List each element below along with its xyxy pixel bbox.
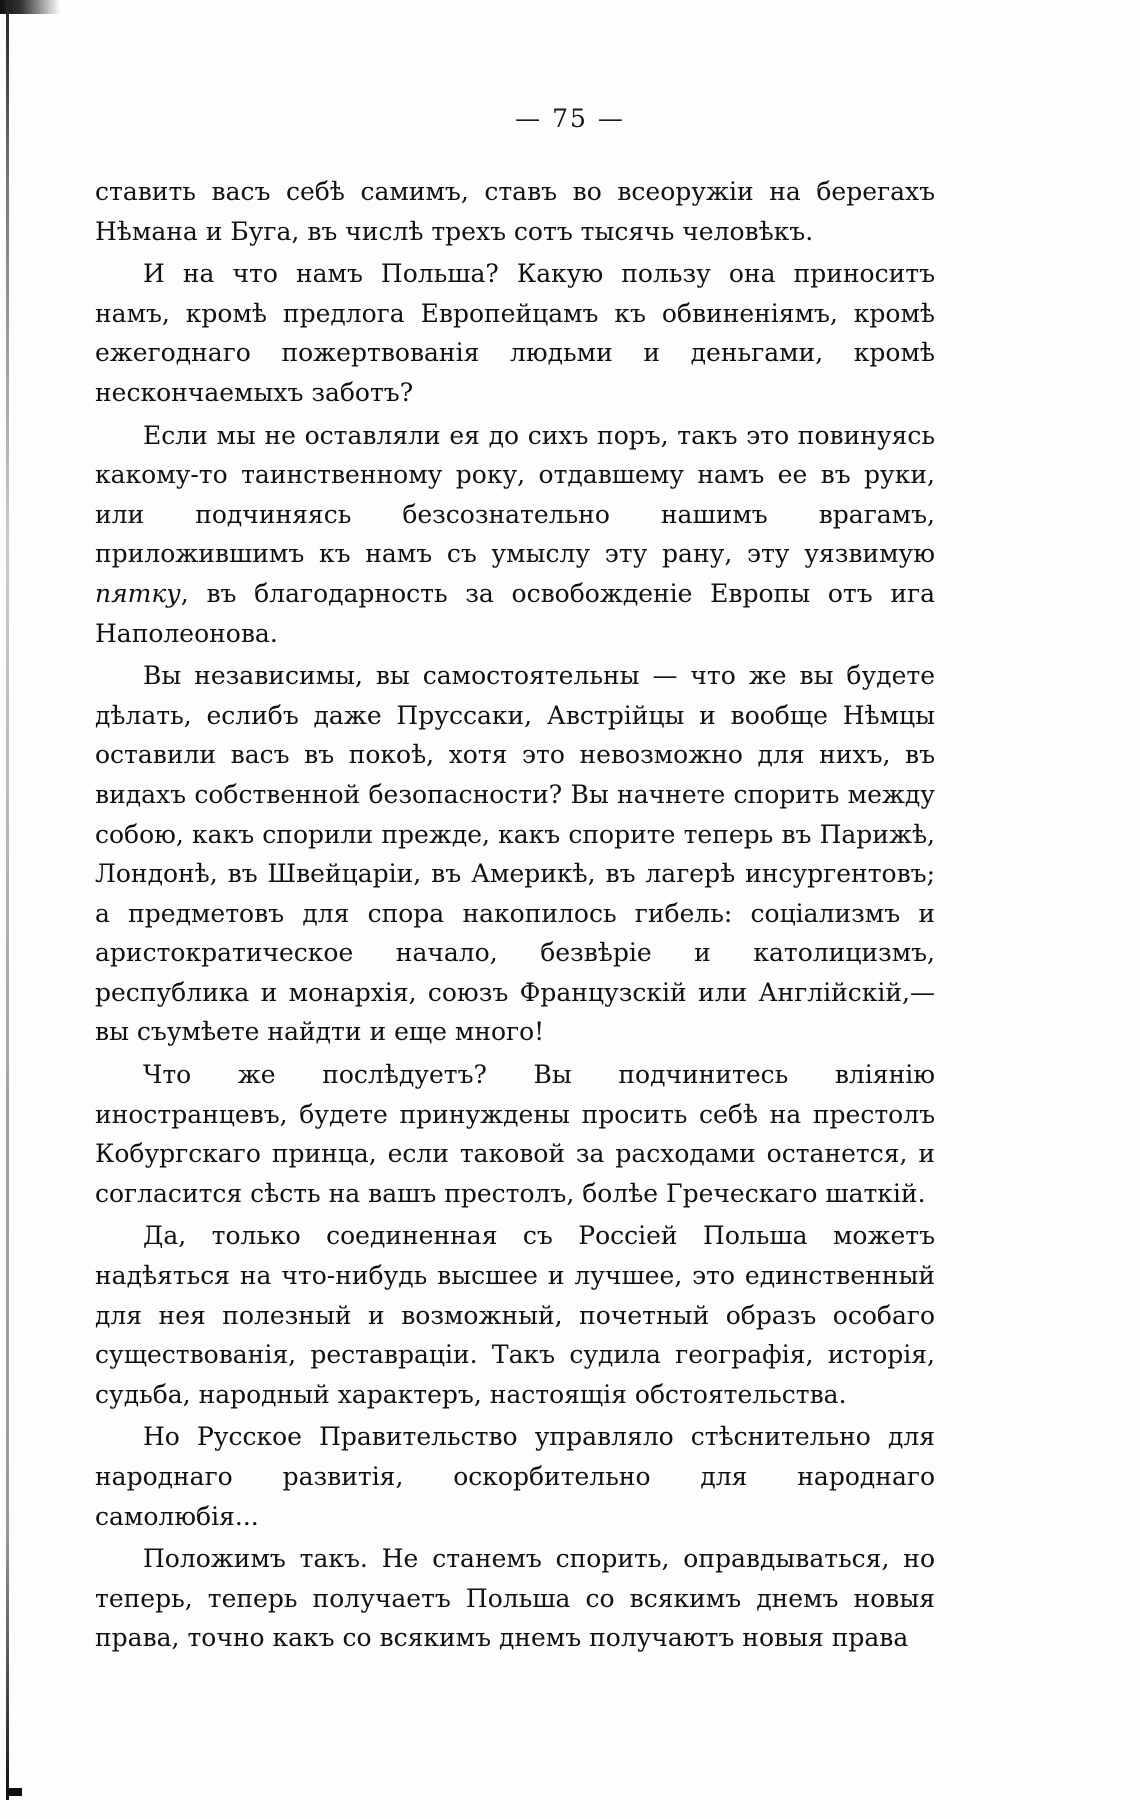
body-text xyxy=(95,172,935,1658)
scan-edge-mark xyxy=(0,0,60,14)
scan-binding-edge xyxy=(6,0,9,1800)
paragraph-6: Да, только соединенная съ Россіей Польша можетъ надѣяться на что-нибудь высшее и лучшее, это единственный для нея полезный и возможный, почетный образъ особаго существованія, реставраціи. Такъ судила географія, исторія, судьба, народный характеръ, настоящія обстоятельства. xyxy=(95,1221,935,1409)
paragraph-1: ставить васъ себѣ самимъ, ставъ во всеоружіи на берегахъ Нѣмана и Буга, въ числѣ трехъ сотъ тысячь человѣкъ. xyxy=(95,177,935,246)
paragraph-3-part-2: , въ благодарность за освобожденіе Европы отъ ига Наполеонова. xyxy=(95,578,935,648)
paragraph-8: Положимъ такъ. Не станемъ спорить, оправдываться, но теперь, теперь получаетъ Польша со всякимъ днемъ новыя права, точно какъ со всякимъ днемъ получаютъ новыя права xyxy=(95,1544,935,1653)
page-number: — 75 — xyxy=(515,104,625,133)
paragraph-4: Вы независимы, вы самостоятельны — что же вы будете дѣлать, еслибъ даже Пруссаки, Австрійцы и вообще Нѣмцы оставили васъ въ покоѣ, хотя это невозможно для нихъ, въ видахъ собственной безопасности? Вы начнете спорить между собою, какъ спорили прежде, какъ спорите теперь въ Парижѣ, Лондонѣ, въ Швейцаріи, въ Америкѣ, въ лагерѣ инсургентовъ; а предметовъ для спора накопилось гибель: соціализмъ и аристократическое начало, безвѣріе и католицизмъ, республика и монархія, союзъ Французскій или Англійскій,—вы съумѣете найдти и еще много! xyxy=(95,661,935,1047)
paragraph-7: Но Русское Правительство управляло стѣснительно для народнаго развитія, оскорбительно для народнаго самолюбія... xyxy=(95,1422,935,1531)
paragraph-2: И на что намъ Польша? Какую пользу она приноситъ намъ, кромѣ предлога Европейцамъ къ обвиненіямъ, кромѣ ежегоднаго пожертвованія людьми и деньгами, кромѣ нескончаемыхъ заботъ? xyxy=(95,259,935,407)
paragraph-3-part-1: Если мы не оставляли ея до сихъ поръ, такъ это повинуясь какому-то таинственному року, отдавшему намъ ее въ руки, или подчиняясь безсознательно нашимъ врагамъ, приложившимъ къ намъ съ умыслу эту рану, эту уязвимую xyxy=(95,420,935,569)
paragraph-3 xyxy=(95,416,935,654)
scan-corner-mark xyxy=(6,1788,22,1796)
emphasized-word: пятку xyxy=(95,578,181,608)
paragraph-5: Что же послѣдуетъ? Вы подчинитесь вліянію иностранцевъ, будете принуждены просить себѣ на престолъ Кобургскаго принца, если таковой за расходами останется, и согласится сѣсть на вашъ престолъ, болѣе Греческаго шаткій. xyxy=(95,1060,935,1208)
